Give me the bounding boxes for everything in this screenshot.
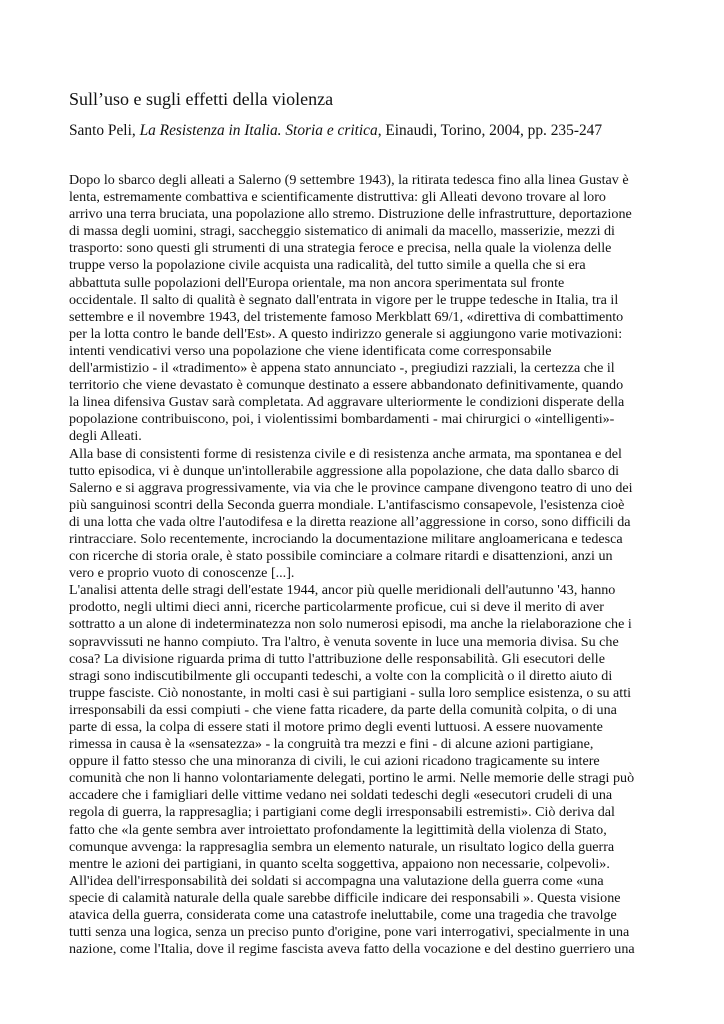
body-line: sopravvissuti ne hanno compiuto. Tra l'altro, è venuta sovente in luce una memoria divisa. Su che bbox=[69, 633, 619, 650]
body-line: per la lotta contro le bande dell'Est». A questo indirizzo generale si aggiungono varie motivazioni: bbox=[69, 325, 623, 342]
body-line: rimessa in causa è la «sensatezza» - la congruità tra mezzi e fini - di alcune azioni partigiane, bbox=[69, 736, 594, 753]
body-line: mentre le azioni dei partigiani, in quanto scelta soggettiva, appaiono non necessarie, colpevoli». bbox=[69, 855, 610, 872]
body-line: dell'armistizio - il «tradimento» è appena stato annunciato -, pregiudizi razziali, la certezza che il bbox=[69, 360, 615, 377]
document-title: Sull’uso e sugli effetti della violenza bbox=[69, 89, 334, 109]
citation-author: Santo Peli, bbox=[69, 122, 136, 139]
body-line: Salerno e si aggrava progressivamente, via via che le province campane divengono teatro di uno dei bbox=[69, 479, 633, 496]
body-line: L'analisi attenta delle stragi dell'estate 1944, ancor più quelle meridionali dell'autunno '43, hanno bbox=[69, 582, 616, 599]
citation-work-title: La Resistenza in Italia. Storia e critica bbox=[139, 122, 378, 139]
body-line: irresponsabili da essi compiuti - che viene fatta ricadere, da parte della comunità colpita, o di una bbox=[69, 701, 617, 718]
body-line: prodotto, negli ultimi dieci anni, ricerche particolarmente proficue, cui si deve il merito di aver bbox=[69, 599, 604, 616]
body-line: All'idea dell'irresponsabilità dei soldati si accompagna una valutazione della guerra come «una bbox=[69, 872, 604, 889]
body-line: oppure il fatto stesso che una minoranza di civili, le cui azioni ricadono tragicamente su intere bbox=[69, 753, 600, 770]
body-line: trasporto: sono questi gli strumenti di una strategia feroce e precisa, nella quale la violenza delle bbox=[69, 240, 612, 257]
body-line: di una lotta che vada oltre l'autodifesa e la diretta reazione all’aggressione in corso, sono difficili da bbox=[69, 513, 631, 530]
body-line: cosa? La divisione riguarda prima di tutto l'attribuzione delle responsabilità. Gli esecutori delle bbox=[69, 650, 605, 667]
body-line: degli Alleati. bbox=[69, 428, 142, 445]
body-line: lenta, estremamente combattiva e scientificamente distruttiva: gli Alleati devono trovare al loro bbox=[69, 189, 606, 206]
body-line: truppe verso la popolazione civile acquista una radicalità, del tutto simile a quella che si era bbox=[69, 257, 586, 274]
body-line: intenti vendicativi verso una popolazione che viene identificata come corresponsabile bbox=[69, 342, 552, 359]
body-line: stragi sono indiscutibilmente gli occupanti tedeschi, a volte con la complicità o il diretto aiuto di bbox=[69, 667, 613, 684]
body-line: di massa degli uomini, stragi, saccheggio sistematico di animali da macello, masserizie, mezzi di bbox=[69, 223, 615, 240]
body-line: occidentale. Il salto di qualità è segnato dall'entrata in vigore per le truppe tedesche in Italia, tra il bbox=[69, 291, 619, 308]
body-line: popolazione contribuiscono, poi, i violentissimi bombardamenti - mai chirurgici o «intelligenti»- bbox=[69, 411, 615, 428]
body-line: settembre e il novembre 1943, del tristemente famoso Merkblatt 69/1, «direttiva di combattimento bbox=[69, 308, 624, 325]
body-line: tutti senza una logica, senza un preciso punto d'origine, pone vari interrogativi, specialmente in una bbox=[69, 924, 630, 941]
body-line: Dopo lo sbarco degli alleati a Salerno (9 settembre 1943), la ritirata tedesca fino alla linea Gustav è bbox=[69, 172, 629, 188]
citation-publication: , Einaudi, Torino, 2004, pp. 235-247 bbox=[377, 122, 603, 139]
body-line: arrivo una terra bruciata, una popolazione allo stremo. Distruzione delle infrastrutture, deportazione bbox=[69, 206, 632, 223]
body-line: comunità che non li hanno volontariamente delegati, portino le armi. Nelle memorie delle stragi può bbox=[69, 770, 635, 787]
body-line: con ricerche di storia orale, è stato possibile cominciare a colmare ritardi e disattenzioni, anzi un bbox=[69, 548, 613, 565]
body-line: territorio che viene devastato è comunque destinato a essere abbandonato definitivamente, quando bbox=[69, 377, 624, 394]
body-text bbox=[69, 172, 669, 958]
body-line: parte di essa, la colpa di essere stati il motore primo degli eventi luttuosi. A essere nuovamente bbox=[69, 719, 603, 735]
body-line: fatto che «la gente sembra aver introiettato profondamente la legittimità della violenza di Stato, bbox=[69, 821, 607, 838]
body-line: accadere che i famigliari delle vittime vedano nei soldati tedeschi degli «esecutori crudeli di una bbox=[69, 787, 613, 804]
body-line: truppe fasciste. Ciò nonostante, in molti casi è sui partigiani - sulla loro semplice esistenza, o su atti bbox=[69, 684, 632, 701]
citation bbox=[69, 120, 602, 142]
body-line: più sanguinosi scontri della Seconda guerra mondiale. L'antifascismo consapevole, l'esistenza cioè bbox=[69, 496, 625, 513]
body-line: tutto episodica, vi è dunque un'intollerabile aggressione alla popolazione, che data dallo sbarco di bbox=[69, 462, 620, 479]
body-line: abbattuta sulle popolazioni dell'Europa orientale, ma non ancora sperimentata sul fronte bbox=[69, 274, 565, 291]
body-line: regola di guerra, la rappresaglia; i partigiani come degli irresponsabili estremisti». Ciò deriva dal bbox=[69, 804, 615, 821]
body-line: sottratto a un alone di indeterminatezza non solo numerosi episodi, ma anche la rielaborazione che i bbox=[69, 616, 632, 633]
body-line: rintracciare. Solo recentemente, incrociando la documentazione militare angloamericana e tedesca bbox=[69, 530, 623, 547]
body-line: Alla base di consistenti forme di resistenza civile e di resistenza anche armata, ma spontanea e del bbox=[69, 445, 622, 462]
body-line: vero e proprio vuoto di conoscenze [...]. bbox=[69, 565, 295, 582]
body-line: atavica della guerra, considerata come una catastrofe ineluttabile, come una tragedia che travolge bbox=[69, 907, 617, 924]
body-line: la linea difensiva Gustav sarà completata. Ad aggravare ulteriormente le condizioni disperate della bbox=[69, 394, 625, 411]
body-line: comunque avvenga: la rappresaglia sembra un elemento naturale, un risultato logico della guerra bbox=[69, 838, 615, 855]
body-line: specie di calamità naturale della quale sarebbe difficile indicare dei responsabili ». Questa visione bbox=[69, 889, 621, 906]
body-line: nazione, come l'Italia, dove il regime fascista aveva fatto della vocazione e del destino guerriero una bbox=[69, 941, 635, 958]
